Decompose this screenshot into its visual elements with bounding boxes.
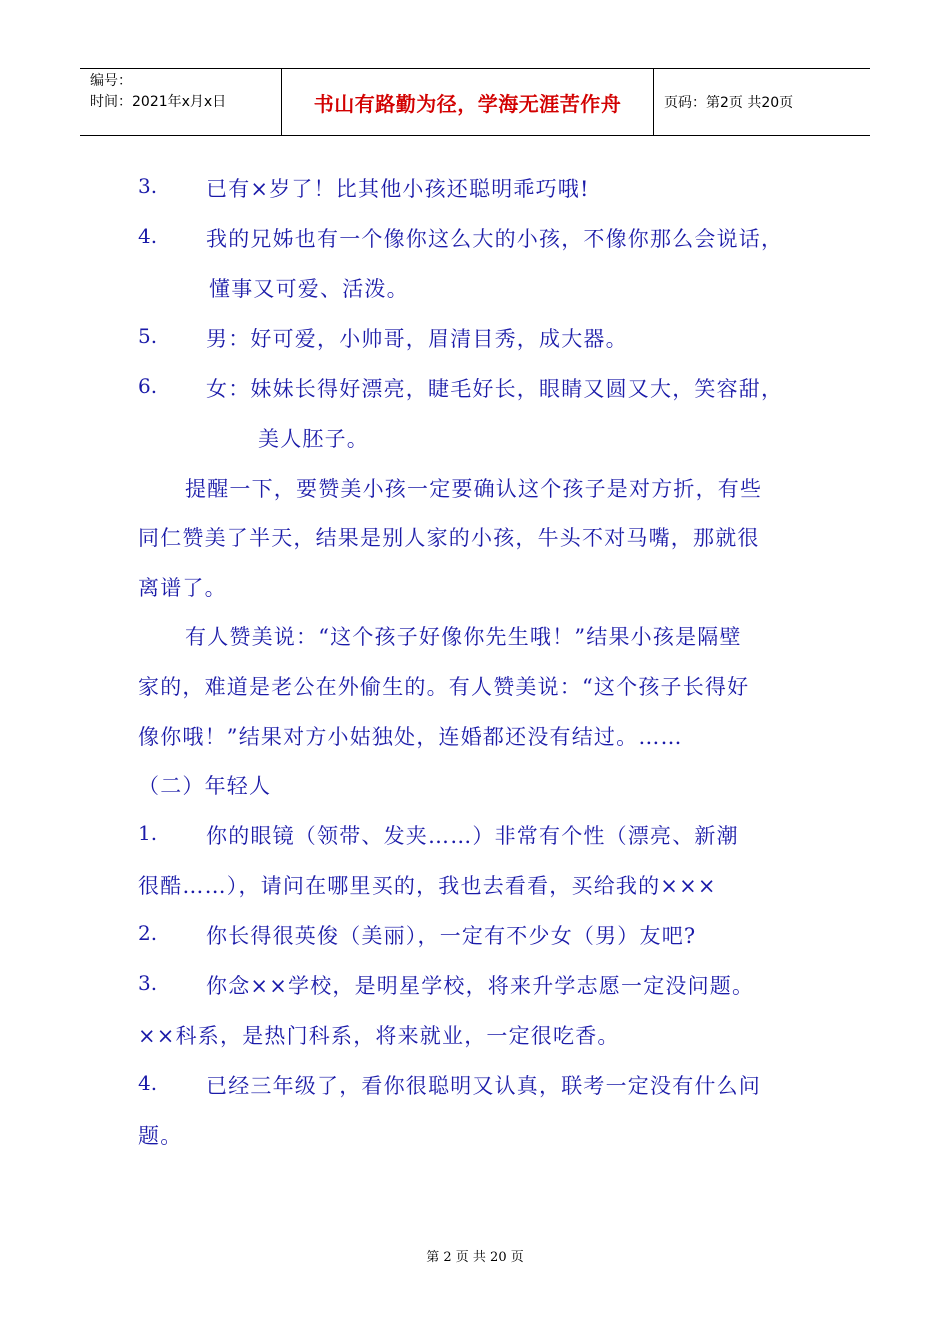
body-line: 懂事又可爱、活泼。 — [209, 277, 409, 301]
body-line: 很酷……），请问在哪里买的，我也去看看，买给我的××× — [138, 874, 717, 898]
body-line: 美人胚子。 — [258, 427, 369, 451]
page-footer: 第 2 页 共 20 页 — [426, 1250, 524, 1265]
item-number: 3. — [138, 971, 158, 995]
body-line: 男：好可爱，小帅哥，眉清目秀，成大器。 — [206, 327, 628, 351]
header-page-info: 页码：第2页 共20页 — [664, 95, 794, 111]
body-line: 你念××学校，是明星学校，将来升学志愿一定没问题。 — [206, 974, 755, 998]
paragraph-line: 提醒一下，要赞美小孩一定要确认这个孩子是对方折，有些 — [185, 477, 763, 501]
page-header — [80, 68, 870, 136]
body-line: ××科系，是热门科系，将来就业，一定很吃香。 — [138, 1024, 620, 1048]
body-line: 女：妹妹长得好漂亮，睫毛好长，眼睛又圆又大，笑容甜， — [206, 377, 784, 401]
body-line: 已经三年级了，看你很聪明又认真，联考一定没有什么问 — [206, 1074, 761, 1098]
paragraph-line: 有人赞美说：“这个孩子好像你先生哦！”结果小孩是隔壁 — [185, 625, 742, 649]
item-number: 5. — [138, 324, 158, 348]
body-line: 你长得很英俊（美丽），一定有不少女（男）友吧? — [206, 924, 697, 948]
body-line: 已有×岁了！比其他小孩还聪明乖巧哦! — [206, 177, 590, 201]
paragraph-line: 离谱了。 — [138, 576, 227, 600]
date-label: 时间：2021年x月x日 — [90, 94, 227, 110]
paragraph-line: 家的，难道是老公在外偷生的。有人赞美说：“这个孩子长得好 — [138, 675, 750, 699]
body-line: 我的兄姊也有一个像你这么大的小孩，不像你那么会说话， — [206, 227, 784, 251]
section-heading: （二）年轻人 — [138, 774, 272, 798]
body-line: 题。 — [138, 1124, 183, 1148]
item-number: 4. — [138, 224, 158, 248]
header-meta — [80, 69, 282, 135]
item-number: 4. — [138, 1071, 158, 1095]
number-label: 编号： — [90, 73, 132, 89]
item-number: 1. — [138, 821, 158, 845]
header-motto: 书山有路勤为径，学海无涯苦作舟 — [313, 91, 622, 116]
item-number: 3. — [138, 174, 158, 198]
paragraph-line: 同仁赞美了半天，结果是别人家的小孩，牛头不对马嘴，那就很 — [138, 526, 760, 550]
header-motto-cell — [282, 69, 654, 135]
body-line: 你的眼镜（领带、发夹……）非常有个性（漂亮、新潮 — [206, 824, 739, 848]
item-number: 6. — [138, 374, 158, 398]
paragraph-line: 像你哦！”结果对方小姑独处，连婚都还没有结过。…… — [138, 725, 683, 749]
item-number: 2. — [138, 921, 158, 945]
